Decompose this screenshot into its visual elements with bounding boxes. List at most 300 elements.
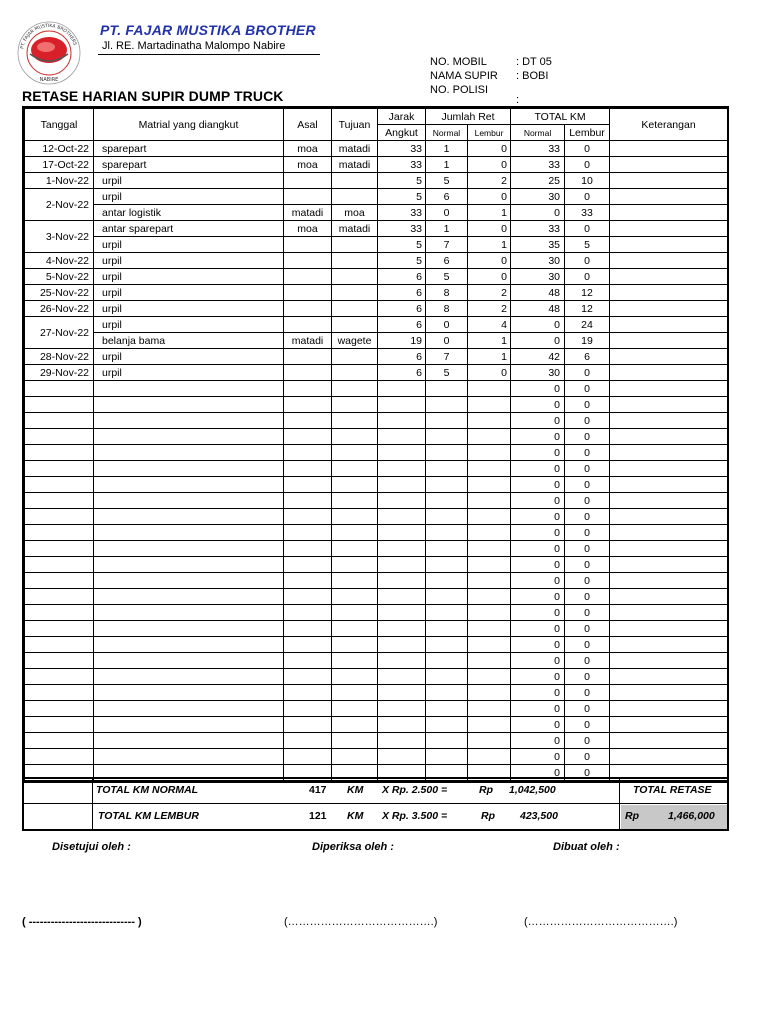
header-tk-lembur: Lembur xyxy=(565,125,610,141)
jarak-cell xyxy=(378,669,426,685)
material-cell xyxy=(94,589,284,605)
signature-line-checked: (………………………………….) xyxy=(284,916,438,928)
km-lembur-cell: 0 xyxy=(565,749,610,765)
jarak-cell: 19 xyxy=(378,333,426,349)
header-tanggal: Tanggal xyxy=(25,109,94,141)
jarak-cell xyxy=(378,461,426,477)
total-retase-label: TOTAL RETASE xyxy=(633,784,712,796)
table-row xyxy=(25,157,728,173)
asal-cell xyxy=(284,349,332,365)
tujuan-cell xyxy=(332,493,378,509)
material-cell xyxy=(94,429,284,445)
tujuan-cell xyxy=(332,349,378,365)
ret-lembur-cell xyxy=(468,541,511,557)
km-lembur-cell: 0 xyxy=(565,653,610,669)
retase-table xyxy=(24,108,728,781)
ret-normal-cell: 7 xyxy=(426,237,468,253)
ret-lembur-cell: 0 xyxy=(468,253,511,269)
signature-made-label: Dibuat oleh : xyxy=(553,841,620,853)
asal-cell xyxy=(284,717,332,733)
km-lembur-cell: 0 xyxy=(565,557,610,573)
material-cell: urpil xyxy=(94,253,284,269)
asal-cell xyxy=(284,173,332,189)
table-row xyxy=(25,605,728,621)
ret-normal-cell: 1 xyxy=(426,157,468,173)
date-cell xyxy=(25,445,94,461)
material-cell xyxy=(94,525,284,541)
company-address: Jl. RE. Martadinatha Malompo Nabire xyxy=(98,40,320,55)
km-lembur-cell: 33 xyxy=(565,205,610,221)
ret-lembur-cell xyxy=(468,429,511,445)
km-normal-cell: 0 xyxy=(511,653,565,669)
asal-cell xyxy=(284,189,332,205)
km-normal-cell: 48 xyxy=(511,301,565,317)
tujuan-cell xyxy=(332,413,378,429)
total-km-normal-currency: Rp xyxy=(479,784,493,796)
km-lembur-cell: 0 xyxy=(565,701,610,717)
jarak-cell xyxy=(378,381,426,397)
material-cell: antar sparepart xyxy=(94,221,284,237)
table-row xyxy=(25,541,728,557)
ret-normal-cell: 6 xyxy=(426,189,468,205)
km-normal-cell: 0 xyxy=(511,445,565,461)
asal-cell xyxy=(284,397,332,413)
keterangan-cell xyxy=(610,269,728,285)
km-lembur-cell: 0 xyxy=(565,365,610,381)
table-row xyxy=(25,173,728,189)
material-cell xyxy=(94,573,284,589)
km-normal-cell: 35 xyxy=(511,237,565,253)
ret-lembur-cell: 0 xyxy=(468,157,511,173)
km-normal-cell: 0 xyxy=(511,621,565,637)
table-row xyxy=(25,461,728,477)
table-row xyxy=(25,285,728,301)
material-cell xyxy=(94,701,284,717)
ret-normal-cell: 5 xyxy=(426,269,468,285)
km-lembur-cell: 0 xyxy=(565,717,610,733)
total-km-normal-rate: X Rp. 2.500 = xyxy=(382,784,448,796)
keterangan-cell xyxy=(610,173,728,189)
tujuan-cell xyxy=(332,189,378,205)
km-normal-cell: 0 xyxy=(511,317,565,333)
date-cell xyxy=(25,621,94,637)
date-cell: 3-Nov-22 xyxy=(25,221,94,253)
jarak-cell xyxy=(378,397,426,413)
km-normal-cell: 0 xyxy=(511,397,565,413)
ret-normal-cell: 8 xyxy=(426,285,468,301)
km-lembur-cell: 0 xyxy=(565,525,610,541)
ret-lembur-cell xyxy=(468,445,511,461)
km-lembur-cell: 0 xyxy=(565,253,610,269)
tujuan-cell xyxy=(332,253,378,269)
ret-lembur-cell xyxy=(468,461,511,477)
ret-normal-cell xyxy=(426,557,468,573)
ret-lembur-cell: 2 xyxy=(468,173,511,189)
ret-lembur-cell xyxy=(468,701,511,717)
km-normal-cell: 0 xyxy=(511,381,565,397)
date-cell: 17-Oct-22 xyxy=(25,157,94,173)
ret-lembur-cell xyxy=(468,589,511,605)
ret-normal-cell xyxy=(426,413,468,429)
tujuan-cell xyxy=(332,461,378,477)
km-lembur-cell: 24 xyxy=(565,317,610,333)
date-cell: 27-Nov-22 xyxy=(25,317,94,349)
jarak-cell xyxy=(378,493,426,509)
tujuan-cell: matadi xyxy=(332,157,378,173)
table-row xyxy=(25,429,728,445)
table-row xyxy=(25,717,728,733)
table-row xyxy=(25,749,728,765)
material-cell xyxy=(94,685,284,701)
date-cell xyxy=(25,541,94,557)
keterangan-cell xyxy=(610,157,728,173)
asal-cell xyxy=(284,461,332,477)
ret-normal-cell: 1 xyxy=(426,141,468,157)
keterangan-cell xyxy=(610,541,728,557)
date-cell xyxy=(25,701,94,717)
info-label: NAMA SUPIR xyxy=(430,70,498,82)
ret-normal-cell xyxy=(426,717,468,733)
date-cell: 4-Nov-22 xyxy=(25,253,94,269)
jarak-cell xyxy=(378,413,426,429)
material-cell xyxy=(94,717,284,733)
material-cell xyxy=(94,413,284,429)
km-lembur-cell: 0 xyxy=(565,157,610,173)
header-jarak: Jarak xyxy=(378,109,426,125)
header-asal: Asal xyxy=(284,109,332,141)
km-normal-cell: 0 xyxy=(511,589,565,605)
info-label: NO. POLISI xyxy=(430,84,489,96)
keterangan-cell xyxy=(610,461,728,477)
material-cell xyxy=(94,669,284,685)
ret-normal-cell: 6 xyxy=(426,253,468,269)
material-cell xyxy=(94,509,284,525)
date-cell xyxy=(25,413,94,429)
material-cell: antar logistik xyxy=(94,205,284,221)
material-cell xyxy=(94,381,284,397)
asal-cell: matadi xyxy=(284,333,332,349)
date-cell xyxy=(25,493,94,509)
tujuan-cell xyxy=(332,541,378,557)
asal-cell xyxy=(284,253,332,269)
jarak-cell: 33 xyxy=(378,221,426,237)
signature-line-approved: ( ----------------------------- ) xyxy=(22,916,142,928)
keterangan-cell xyxy=(610,669,728,685)
asal-cell xyxy=(284,589,332,605)
table-row xyxy=(25,253,728,269)
ret-normal-cell xyxy=(426,685,468,701)
keterangan-cell xyxy=(610,445,728,461)
jarak-cell xyxy=(378,445,426,461)
asal-cell xyxy=(284,525,332,541)
ret-normal-cell xyxy=(426,493,468,509)
km-lembur-cell: 10 xyxy=(565,173,610,189)
table-row xyxy=(25,269,728,285)
ret-lembur-cell xyxy=(468,685,511,701)
ret-normal-cell xyxy=(426,573,468,589)
asal-cell xyxy=(284,269,332,285)
km-lembur-cell: 0 xyxy=(565,573,610,589)
ret-normal-cell: 8 xyxy=(426,301,468,317)
keterangan-cell xyxy=(610,477,728,493)
date-cell: 12-Oct-22 xyxy=(25,141,94,157)
keterangan-cell xyxy=(610,733,728,749)
asal-cell xyxy=(284,573,332,589)
keterangan-cell xyxy=(610,573,728,589)
ret-lembur-cell xyxy=(468,573,511,589)
keterangan-cell xyxy=(610,397,728,413)
ret-normal-cell xyxy=(426,733,468,749)
jarak-cell xyxy=(378,525,426,541)
keterangan-cell xyxy=(610,189,728,205)
jarak-cell xyxy=(378,717,426,733)
ret-lembur-cell: 0 xyxy=(468,365,511,381)
ret-lembur-cell: 2 xyxy=(468,285,511,301)
total-km-lembur-amount: 423,500 xyxy=(520,810,558,822)
ret-normal-cell xyxy=(426,397,468,413)
ret-lembur-cell xyxy=(468,477,511,493)
tujuan-cell xyxy=(332,637,378,653)
km-normal-cell: 0 xyxy=(511,477,565,493)
keterangan-cell xyxy=(610,349,728,365)
km-normal-cell: 0 xyxy=(511,333,565,349)
asal-cell xyxy=(284,365,332,381)
tujuan-cell xyxy=(332,237,378,253)
keterangan-cell xyxy=(610,237,728,253)
asal-cell xyxy=(284,669,332,685)
keterangan-cell xyxy=(610,637,728,653)
asal-cell: matadi xyxy=(284,205,332,221)
jarak-cell xyxy=(378,541,426,557)
km-lembur-cell: 12 xyxy=(565,301,610,317)
material-cell: urpil xyxy=(94,189,284,205)
jarak-cell xyxy=(378,701,426,717)
km-normal-cell: 0 xyxy=(511,525,565,541)
material-cell: urpil xyxy=(94,173,284,189)
ret-normal-cell xyxy=(426,461,468,477)
ret-lembur-cell xyxy=(468,413,511,429)
tujuan-cell xyxy=(332,557,378,573)
ret-normal-cell: 1 xyxy=(426,221,468,237)
info-value: : BOBI xyxy=(516,70,549,82)
date-cell xyxy=(25,461,94,477)
material-cell: sparepart xyxy=(94,141,284,157)
jarak-cell: 33 xyxy=(378,205,426,221)
ret-normal-cell: 0 xyxy=(426,333,468,349)
asal-cell xyxy=(284,493,332,509)
km-lembur-cell: 0 xyxy=(565,477,610,493)
km-lembur-cell: 0 xyxy=(565,445,610,461)
km-lembur-cell: 0 xyxy=(565,637,610,653)
km-normal-cell: 30 xyxy=(511,189,565,205)
tujuan-cell xyxy=(332,525,378,541)
material-cell xyxy=(94,637,284,653)
info-nama-supir xyxy=(430,70,630,84)
ret-lembur-cell: 0 xyxy=(468,141,511,157)
asal-cell xyxy=(284,637,332,653)
ret-lembur-cell xyxy=(468,397,511,413)
date-cell xyxy=(25,749,94,765)
jarak-cell: 33 xyxy=(378,141,426,157)
info-no-mobil xyxy=(430,56,630,70)
keterangan-cell xyxy=(610,429,728,445)
tujuan-cell: matadi xyxy=(332,221,378,237)
header-jr-normal: Normal xyxy=(426,125,468,141)
km-normal-cell: 48 xyxy=(511,285,565,301)
table-row xyxy=(25,477,728,493)
tujuan-cell xyxy=(332,269,378,285)
km-normal-cell: 0 xyxy=(511,637,565,653)
table-row xyxy=(25,573,728,589)
km-normal-cell: 33 xyxy=(511,221,565,237)
date-cell xyxy=(25,653,94,669)
km-normal-cell: 0 xyxy=(511,429,565,445)
material-cell xyxy=(94,621,284,637)
asal-cell xyxy=(284,621,332,637)
km-lembur-cell: 0 xyxy=(565,141,610,157)
material-cell xyxy=(94,477,284,493)
ret-normal-cell xyxy=(426,509,468,525)
ret-normal-cell xyxy=(426,669,468,685)
km-normal-cell: 42 xyxy=(511,349,565,365)
material-cell xyxy=(94,653,284,669)
keterangan-cell xyxy=(610,685,728,701)
km-normal-cell: 0 xyxy=(511,669,565,685)
asal-cell xyxy=(284,413,332,429)
date-cell xyxy=(25,685,94,701)
jarak-cell: 5 xyxy=(378,173,426,189)
date-cell xyxy=(25,429,94,445)
asal-cell: moa xyxy=(284,221,332,237)
ret-normal-cell: 5 xyxy=(426,173,468,189)
material-cell: urpil xyxy=(94,317,284,333)
ret-normal-cell xyxy=(426,477,468,493)
jarak-cell: 5 xyxy=(378,237,426,253)
ret-normal-cell xyxy=(426,653,468,669)
info-no-polisi xyxy=(430,84,630,106)
ret-normal-cell: 5 xyxy=(426,365,468,381)
ret-lembur-cell: 1 xyxy=(468,237,511,253)
date-cell xyxy=(25,477,94,493)
table-row xyxy=(25,237,728,253)
ret-lembur-cell xyxy=(468,525,511,541)
keterangan-cell xyxy=(610,333,728,349)
asal-cell xyxy=(284,701,332,717)
table-row xyxy=(25,733,728,749)
table-row xyxy=(25,685,728,701)
ret-normal-cell xyxy=(426,381,468,397)
date-cell xyxy=(25,509,94,525)
asal-cell xyxy=(284,285,332,301)
material-cell: sparepart xyxy=(94,157,284,173)
ret-lembur-cell xyxy=(468,605,511,621)
date-cell: 28-Nov-22 xyxy=(25,349,94,365)
keterangan-cell xyxy=(610,365,728,381)
ret-lembur-cell xyxy=(468,557,511,573)
jarak-cell xyxy=(378,557,426,573)
asal-cell xyxy=(284,653,332,669)
material-cell: urpil xyxy=(94,237,284,253)
jarak-cell xyxy=(378,733,426,749)
keterangan-cell xyxy=(610,141,728,157)
table-row xyxy=(25,493,728,509)
material-cell: urpil xyxy=(94,269,284,285)
header-jr-lembur: Lembur xyxy=(468,125,511,141)
tujuan-cell xyxy=(332,717,378,733)
total-retase-currency: Rp xyxy=(625,810,639,822)
km-lembur-cell: 0 xyxy=(565,685,610,701)
table-row xyxy=(25,333,728,349)
tujuan-cell xyxy=(332,621,378,637)
jarak-cell xyxy=(378,477,426,493)
company-logo xyxy=(16,20,82,86)
material-cell xyxy=(94,541,284,557)
material-cell xyxy=(94,605,284,621)
signature-checked-label: Diperiksa oleh : xyxy=(312,841,394,853)
km-lembur-cell: 0 xyxy=(565,589,610,605)
jarak-cell: 6 xyxy=(378,285,426,301)
km-lembur-cell: 19 xyxy=(565,333,610,349)
tujuan-cell xyxy=(332,685,378,701)
tujuan-cell xyxy=(332,509,378,525)
date-cell xyxy=(25,605,94,621)
ret-lembur-cell xyxy=(468,509,511,525)
km-normal-cell: 0 xyxy=(511,557,565,573)
material-cell: belanja bama xyxy=(94,333,284,349)
table-row xyxy=(25,701,728,717)
km-lembur-cell: 0 xyxy=(565,493,610,509)
keterangan-cell xyxy=(610,509,728,525)
km-normal-cell: 0 xyxy=(511,461,565,477)
total-km-lembur-rate: X Rp. 3.500 = xyxy=(382,810,448,822)
material-cell xyxy=(94,493,284,509)
ret-lembur-cell: 2 xyxy=(468,301,511,317)
ret-normal-cell: 7 xyxy=(426,349,468,365)
keterangan-cell xyxy=(610,381,728,397)
tujuan-cell xyxy=(332,285,378,301)
km-normal-cell: 0 xyxy=(511,413,565,429)
date-cell: 1-Nov-22 xyxy=(25,173,94,189)
asal-cell: moa xyxy=(284,157,332,173)
km-lembur-cell: 6 xyxy=(565,349,610,365)
km-lembur-cell: 0 xyxy=(565,397,610,413)
km-normal-cell: 0 xyxy=(511,541,565,557)
ret-lembur-cell: 0 xyxy=(468,189,511,205)
material-cell xyxy=(94,461,284,477)
km-normal-cell: 30 xyxy=(511,365,565,381)
keterangan-cell xyxy=(610,205,728,221)
tujuan-cell xyxy=(332,445,378,461)
header-angkut: Angkut xyxy=(378,125,426,141)
km-normal-cell: 0 xyxy=(511,605,565,621)
asal-cell xyxy=(284,381,332,397)
km-normal-cell: 30 xyxy=(511,253,565,269)
retase-table-wrapper xyxy=(22,106,729,783)
km-lembur-cell: 0 xyxy=(565,413,610,429)
km-normal-cell: 0 xyxy=(511,493,565,509)
date-cell xyxy=(25,557,94,573)
material-cell: urpil xyxy=(94,365,284,381)
km-lembur-cell: 0 xyxy=(565,429,610,445)
table-row xyxy=(25,349,728,365)
table-row xyxy=(25,637,728,653)
jarak-cell xyxy=(378,749,426,765)
tujuan-cell xyxy=(332,701,378,717)
km-lembur-cell: 12 xyxy=(565,285,610,301)
ret-normal-cell: 0 xyxy=(426,205,468,221)
ret-lembur-cell xyxy=(468,669,511,685)
km-normal-cell: 0 xyxy=(511,717,565,733)
